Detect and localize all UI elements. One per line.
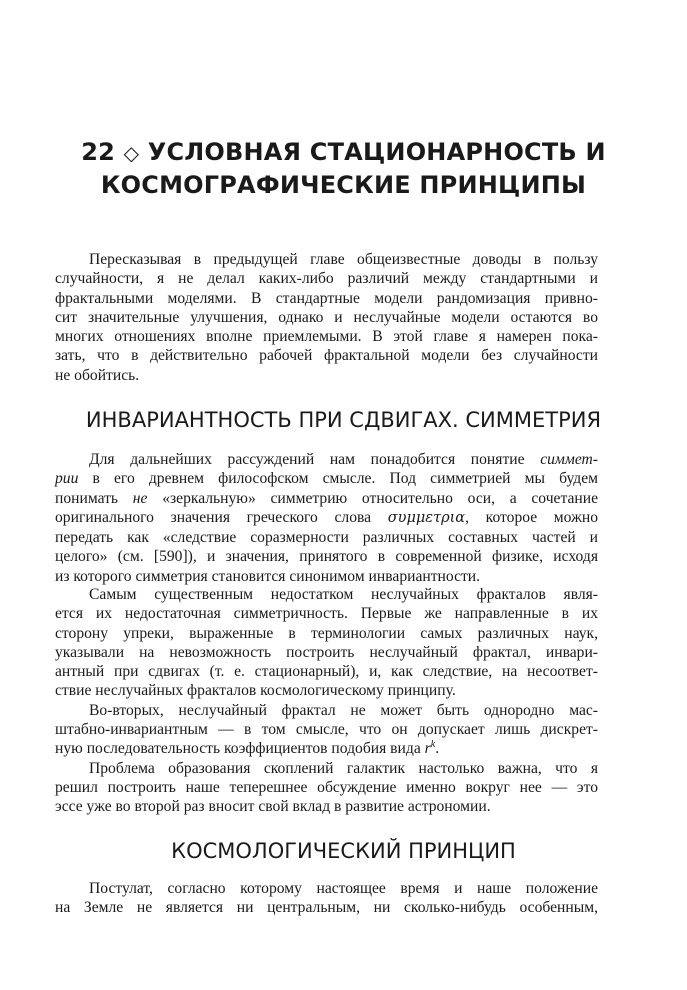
text-run: ную последовательность коэффициентов подобия вида bbox=[55, 740, 425, 758]
math-exponent: k bbox=[430, 739, 436, 751]
text-line: Постулат, согласно которому настоящее время и наше положение bbox=[89, 880, 598, 897]
emphasis-text: не bbox=[132, 489, 148, 507]
diamond-separator-icon: ◇ bbox=[123, 141, 140, 165]
chapter-number: 22 bbox=[81, 138, 116, 166]
chapter-title-line-1 bbox=[40, 136, 647, 169]
text-run: Для дальнейших рассуждений нам понадобится понятие bbox=[89, 451, 541, 468]
text-run: понимать bbox=[55, 489, 133, 507]
text-line: зать, что в действительно рабочей фрактальной модели без случайности bbox=[55, 347, 598, 365]
text-line bbox=[55, 469, 598, 488]
text-line bbox=[55, 450, 598, 469]
symmetry-paragraph-1 bbox=[55, 450, 598, 586]
text-line bbox=[55, 739, 598, 758]
intro-paragraph bbox=[55, 250, 598, 385]
emphasis-text: симмет- bbox=[540, 451, 598, 468]
text-line: указывали на невозможность построить неслучайный фрактал, инвари- bbox=[55, 643, 598, 661]
symmetry-paragraph-2 bbox=[55, 585, 598, 701]
chapter-title bbox=[40, 136, 647, 201]
section-heading-cosmological: КОСМОЛОГИЧЕСКИЙ ПРИНЦИП bbox=[171, 839, 516, 863]
cosmological-paragraph-1 bbox=[55, 879, 598, 918]
text-line bbox=[55, 508, 598, 528]
text-line: не обойтись. bbox=[55, 366, 140, 384]
text-run: в его древнем философском смысле. Под симметрией мы будем bbox=[78, 470, 598, 488]
text-line: сит значительные улучшения, однако и неслучайные модели остаются во bbox=[55, 308, 598, 326]
chapter-title-line-2: КОСМОГРАФИЧЕСКИЕ ПРИНЦИПЫ bbox=[100, 171, 587, 199]
text-run: . bbox=[435, 740, 440, 758]
text-line: сторону упреки, выраженные в терминологии самых различных наук, bbox=[55, 624, 598, 642]
text-line: штабно-инвариантным — в том смысле, что он допускает лишь дискрет- bbox=[55, 721, 598, 739]
text-line: на Земле не является ни центральным, ни сколько-нибудь особенным, bbox=[55, 899, 598, 917]
text-line bbox=[55, 489, 598, 508]
text-run: «зеркальную» симметрию относительно оси, а сочетание bbox=[147, 489, 599, 507]
text-line: эссе уже во второй раз вносит свой вклад в развитие астрономии. bbox=[55, 798, 491, 816]
text-line: ется их недостаточная симметричность. Первые же направленные в их bbox=[55, 605, 598, 623]
text-line: ствие неслучайных фракталов космологическому принципу. bbox=[55, 682, 456, 700]
math-variable: r bbox=[424, 740, 431, 758]
text-run: , которое можно bbox=[465, 508, 598, 526]
text-line: антный при сдвигах (т. е. стационарный), и, как следствие, на несоответ- bbox=[55, 663, 598, 681]
symmetry-paragraph-4 bbox=[55, 759, 598, 817]
emphasis-text: рии bbox=[55, 470, 79, 488]
greek-word: συμμετρια bbox=[387, 509, 466, 526]
text-line: передать как «следствие соразмерности различных составных частей и bbox=[55, 529, 598, 547]
section-heading-symmetry: ИНВАРИАНТНОСТЬ ПРИ СДВИГАХ. СИММЕТРИЯ bbox=[85, 408, 602, 432]
chapter-title-text-1: УСЛОВНАЯ СТАЦИОНАРНОСТЬ И bbox=[147, 138, 606, 166]
text-line: целого» (см. [590]), и значения, принятого в современной физике, исходя bbox=[55, 548, 598, 566]
text-run: оригинального значения греческого слова bbox=[55, 508, 388, 526]
text-line: из которого симметрия становится синонимом инвариантности. bbox=[55, 567, 481, 585]
text-line: решил построить наше теперешнее обсуждение именно вокруг нее — это bbox=[55, 778, 598, 796]
text-line: случайности, я не делал каких-либо различий между стандартными и bbox=[55, 270, 598, 288]
text-line: Пересказывая в предыдущей главе общеизвестные доводы в пользу bbox=[89, 251, 598, 268]
text-line: Самым существенным недостатком неслучайных фракталов явля- bbox=[89, 586, 598, 603]
symmetry-paragraph-3 bbox=[55, 701, 598, 759]
text-line: Проблема образования скоплений галактик настолько важна, что я bbox=[89, 759, 598, 777]
text-line: фрактальными моделями. В стандартные модели рандомизация привно- bbox=[55, 289, 598, 307]
text-line: Во-вторых, неслучайный фрактал не может быть однородно мас- bbox=[89, 701, 598, 719]
text-line: многих отношениях вполне приемлемыми. В этой главе я намерен пока- bbox=[55, 328, 598, 346]
